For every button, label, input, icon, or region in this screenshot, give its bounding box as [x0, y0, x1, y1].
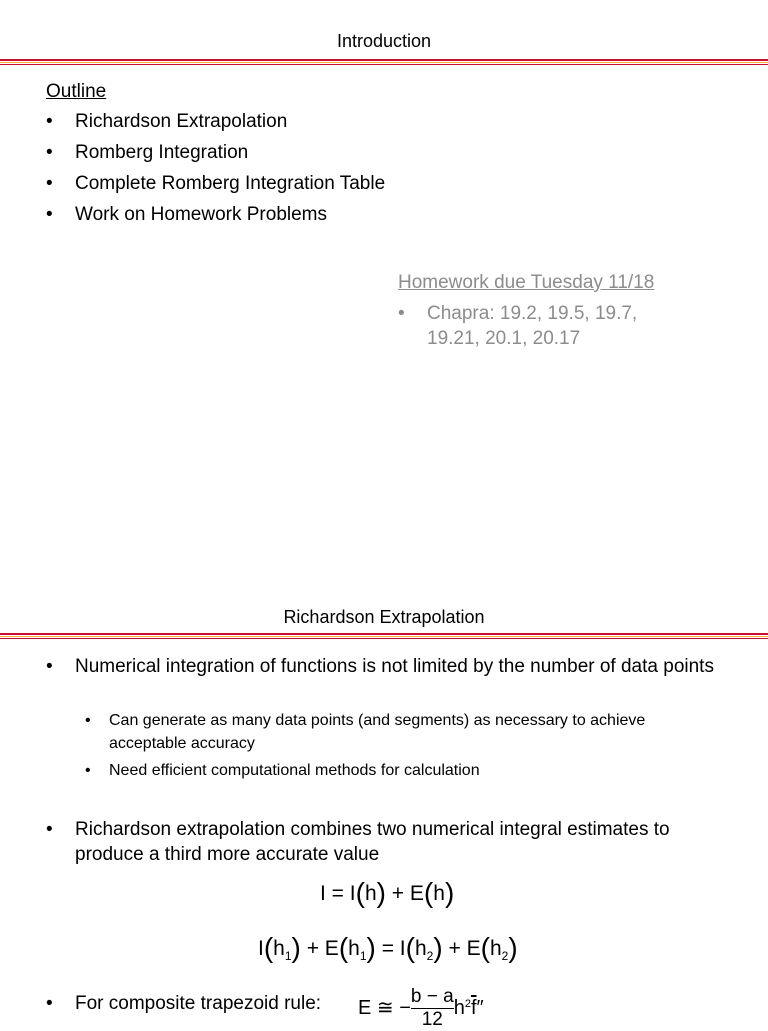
outline-item: • Romberg Integration	[46, 142, 249, 163]
equation-2: $I(h_1) + E(h_1) = I(h_2) + E(h_2)$	[258, 932, 518, 963]
outline-heading: Outline	[46, 81, 107, 102]
slide1-title: Introduction	[336, 31, 432, 51]
sub-bullet-list	[85, 709, 725, 786]
outline-item: • Complete Romberg Integration Table	[46, 173, 386, 194]
slide2-list	[46, 991, 366, 1022]
slide2-title: Richardson Extrapolation	[283, 607, 485, 627]
homework-list	[398, 301, 688, 357]
slide2-list	[46, 817, 736, 873]
title-rule	[0, 59, 768, 65]
sub-bullet-item: • Need efficient computational methods for calculation	[85, 762, 480, 779]
outline-list	[46, 109, 386, 233]
homework-heading: Homework due Tuesday 11/18	[398, 272, 655, 293]
bullet-item: • Richardson extrapolation combines two numerical integral estimates to produce a third more accurate value	[46, 819, 670, 865]
homework-item: • Chapra: 19.2, 19.5, 19.7, 19.21, 20.1, 20.17	[398, 303, 638, 349]
outline-item: • Work on Homework Problems	[46, 204, 328, 225]
sub-bullet-item: • Can generate as many data points (and segments) as necessary to achieve acceptable accuracy	[85, 712, 646, 752]
title-rule	[0, 633, 768, 639]
slide2-list	[46, 654, 736, 685]
equation-1: I = I(h) + E(h)	[320, 877, 455, 908]
bullet-item: • For composite trapezoid rule:	[46, 993, 322, 1014]
equation-3: E ≅ − $\frac{b - a}{12}$ $h^2\overline{f}''$	[358, 986, 484, 1030]
bullet-item: • Numerical integration of functions is not limited by the number of data points	[46, 656, 714, 677]
outline-item: • Richardson Extrapolation	[46, 111, 288, 132]
